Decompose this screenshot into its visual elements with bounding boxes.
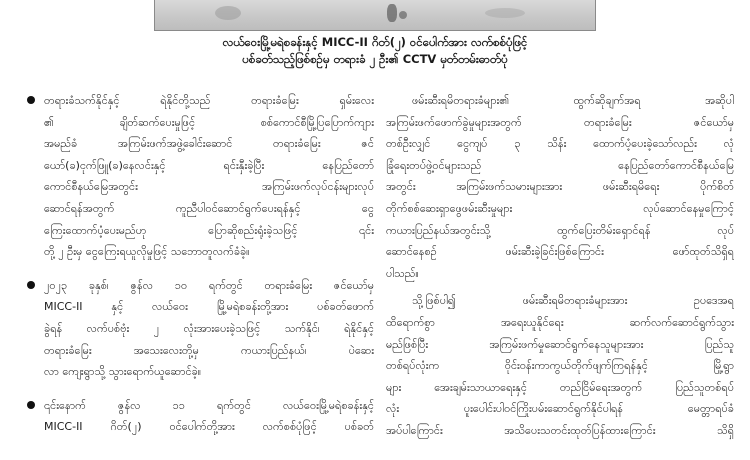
text-line: ထိရောက်စွာ အရေးယူနိုင်ရေး ဆက်လက်ဆောင်ရွက်သွား — [386, 315, 734, 329]
news-photo — [154, 0, 596, 31]
text-line: ယော်(ခ)ငုက်ဖြူ(ခ)နေလင်းနှင့် ရင်းနှီးခဲ့ပြီး နေပြည်တော် — [44, 158, 374, 172]
bullet-icon — [27, 96, 35, 104]
bullet-item — [24, 395, 374, 438]
bullet-item — [24, 275, 374, 383]
text-line: သို့ဖြစ်ပါ၍ ဖမ်းဆီးရမိတရားခံများအား ဥပဒေအရ — [412, 294, 734, 308]
text-line: အကြမ်းဖက်ဖောက်ခွဲမှုများအတွက် တရားခံမြေး ဇင်ယော်မှ — [386, 115, 734, 129]
text-line: MICC-II ဂိတ်(၂) ဝင်ပေါက်တို့အား လက်စစ်ပုံဖြင့် ပစ်ခတ် — [44, 420, 374, 434]
text-line: ကယားပြည်နယ်အတွင်းသို့ ထွက်ပြေးတိမ်းရှောင်ရန် လုပ် — [386, 223, 734, 237]
photo-shape — [485, 8, 525, 18]
text-line: ၂၀၂၃ ခုနှစ်၊ ဇွန်လ ၁၀ ရက်တွင် တရားခံမြေး ဇင်ယော်မှ — [44, 278, 374, 292]
text-line: ဆောင်နေစဉ် ဖမ်းဆီးခဲ့ခြင်းဖြစ်ကြောင်း ဖော်ထုတ်သိရှိရ — [386, 245, 734, 259]
text-line: အမည်ခံ အကြမ်းဖက်အဖွဲ့ခေါင်းဆောင် တရားခံမြေး ဇင် — [44, 137, 374, 151]
text-line: တို့ ၂ ဦးမှ ငွေကြေးရယူလိုမှုဖြင့် သဘောတူလက်ခံခဲ့။ — [44, 245, 250, 259]
text-line: အပ်ပါကြောင်း အသိပေးသတင်းထုတ်ပြန်ထားကြောင်း သိရှိ — [386, 423, 734, 437]
bullet-icon — [27, 401, 35, 409]
left-column — [24, 90, 374, 450]
photo-caption — [0, 34, 750, 68]
text-line: မည်ဖြစ်ပြီး အကြမ်းဖက်မှုဆောင်ရွက်နေသူများအား ပြည်သူ — [386, 337, 734, 351]
text-line: ၎င်းနောက် ဇွန်လ ၁၁ ရက်တွင် လယ်ဝေးမြို့မရဲစခန်းနှင့် — [44, 398, 374, 412]
text-line: တိုက်စစ်ဆေးရှာဖွေဖမ်းဆီးမှုများ လုပ်ဆောင်နေမှုကြောင့် — [386, 201, 734, 215]
right-column — [386, 90, 734, 448]
text-line: ခွဲရန် လက်ပစ်ဗုံး ၂ လုံးအားပေးခဲ့သဖြင့် သက်နိုင်၊ ရဲနိုင်နှင့် — [44, 321, 374, 335]
text-line: တရားခံသက်နိုင်နှင့် ရဲနိုင်တို့သည် တရားခံမြေး ရှမ်းလေး — [44, 94, 374, 107]
text-line: ဖမ်းဆီးရမိတရားခံများ၏ ထွက်ဆိုချက်အရ အဆိုပါ — [412, 94, 734, 107]
photo-figure — [399, 11, 407, 19]
text-line: ဆောင်ရန်အတွက် ကူညီပါဝင်ဆောင်ရွက်ပေးရန်နှင့် ငွေ — [44, 201, 374, 215]
bullet-item — [24, 90, 374, 263]
text-line: အတွင်း အကြမ်းဖက်သမားများအား ဖမ်းဆီးရမိရေး ပိုက်စိတ် — [386, 180, 734, 194]
text-line: ၏ ချိတ်ဆက်ပေးမှုဖြင့် စစ်ကောင်စီမြို့ပြပြောက်ကျား — [44, 115, 374, 129]
text-line: ကြေးထောက်ပံ့ပေးမည်ဟု ပြောဆိုစည်းရုံးခဲ့သဖြင့် ၎င်း — [44, 223, 374, 237]
paragraph — [386, 90, 734, 284]
paragraph — [386, 290, 734, 441]
text-line: ပါသည်။ — [386, 266, 419, 280]
bullet-icon — [27, 281, 35, 289]
text-line: လုံး ပူးပေါင်းပါဝင်ကြိုးပမ်းဆောင်ရွက်နိုင်ပါရန် မေတ္တာရပ်ခံ — [386, 402, 734, 416]
text-line: တရားခံမြေး အသေးလေးတို့မှ ကယားပြည်နယ်၊ ပဲဆေး — [44, 343, 374, 357]
text-line: ခြုံရေးတပ်ဖွဲ့ဝင်များသည် နေပြည်တော်ကောင်စီနယ်မြေ — [386, 158, 734, 172]
caption-line: ပစ်ခတ်သည့်ဖြစ်စဉ်မှ တရားခံ ၂ ဦး၏ CCTV မှတ်တမ်းဓာတ်ပုံ — [242, 52, 508, 66]
text-line: များ အေးချမ်းသာယာရေးနှင့် တည်ငြိမ်ရေးအတွက် ပြည်သူတစ်ရပ် — [386, 380, 734, 394]
photo-shape — [215, 6, 241, 20]
text-line: လာ ကျေးရွာသို့ သွားရောက်ယူဆောင်ခဲ့။ — [44, 365, 202, 379]
text-line: ကောင်စီနယ်မြေအတွင်း အကြမ်းဖက်လုပ်ငန်းများလုပ် — [44, 180, 374, 194]
text-line: MICC-II နှင့် လယ်ဝေး မြို့မရဲစခန်းတို့အား ပစ်ခတ်ဖောက် — [44, 300, 374, 314]
text-line: တစ်ရပ်လုံးက ဝိုင်းဝန်းကာကွယ်တိုက်ဖျက်ကြရန်နှင့် မြို့ရွာ — [386, 359, 734, 373]
photo-figure — [387, 4, 397, 22]
caption-line: လယ်ဝေးမြို့မရဲစခန်းနှင့် MICC-II ဂိတ်(၂) ဝင်ပေါက်အား လက်စစ်ပုံဖြင့် — [222, 35, 528, 49]
text-line: တစ်ဦးလျှင် ငွေကျပ် ၃ သိန်း ထောက်ပံ့ပေးခဲ့သော်လည်း လုံ — [386, 137, 734, 151]
bullet-list — [24, 90, 374, 438]
